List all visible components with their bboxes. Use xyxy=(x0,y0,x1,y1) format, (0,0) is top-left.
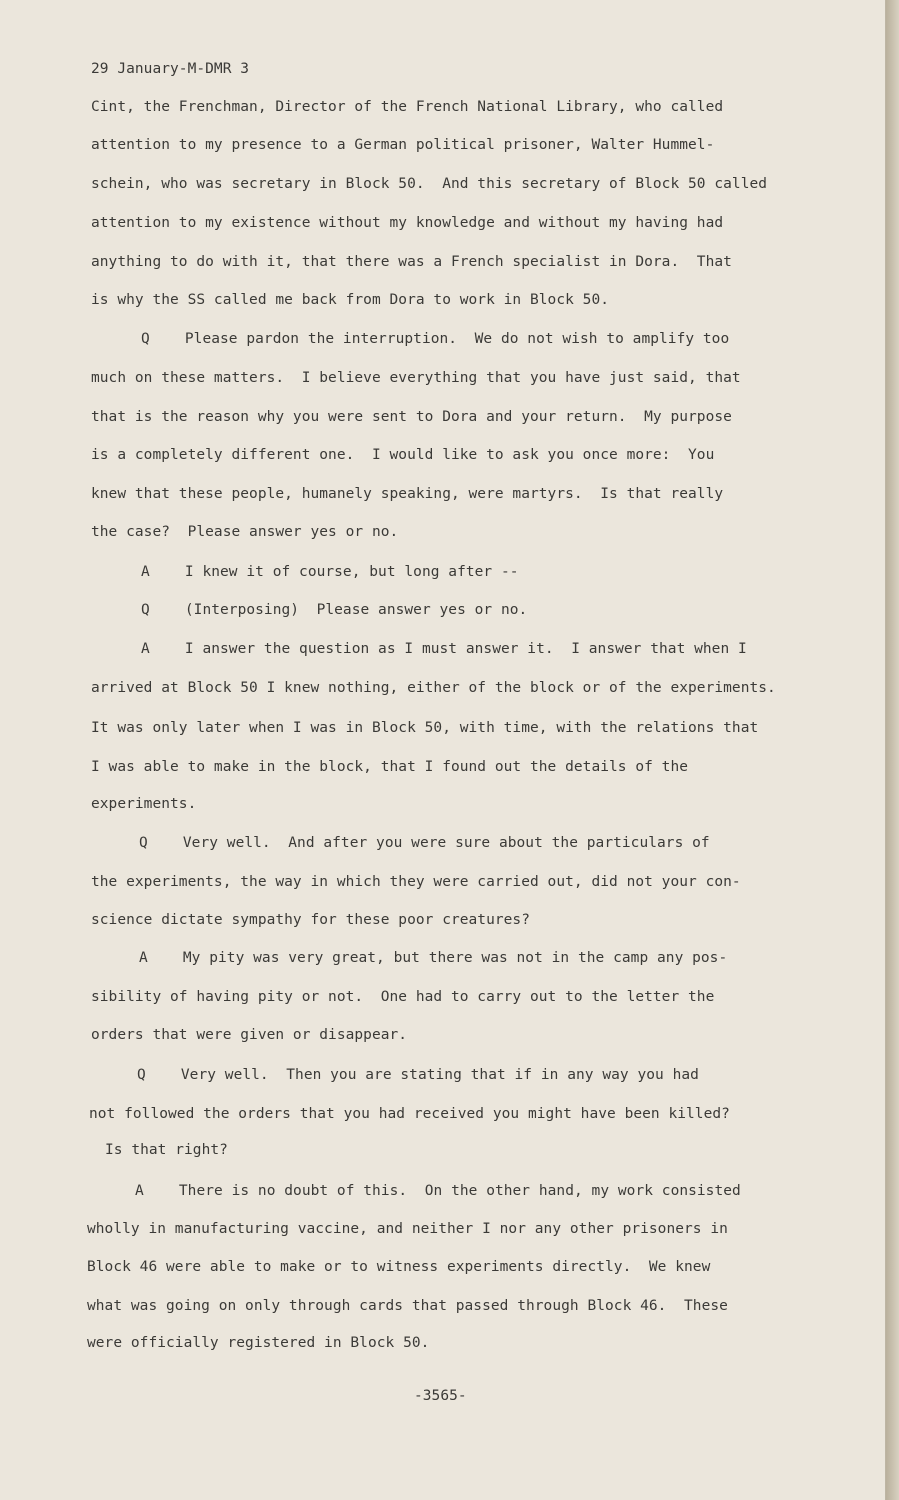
text-line: were officially registered in Block 50. xyxy=(87,1335,430,1351)
text-line: much on these matters. I believe everything that you have just said, that xyxy=(91,370,741,386)
text-line: not followed the orders that you had received you might have been killed? xyxy=(89,1106,730,1122)
text-line: science dictate sympathy for these poor creatures? xyxy=(91,912,530,928)
text-line: knew that these people, humanely speaking, were martyrs. Is that really xyxy=(91,486,724,502)
text-line: sibility of having pity or not. One had to carry out to the letter the xyxy=(91,989,715,1005)
text-line: wholly in manufacturing vaccine, and neither I nor any other prisoners in xyxy=(87,1221,728,1237)
text-line: attention to my presence to a German political prisoner, Walter Hummel- xyxy=(91,137,715,153)
question-line: Q (Interposing) Please answer yes or no. xyxy=(141,602,528,618)
text-line: arrived at Block 50 I knew nothing, either of the block or of the experiments. xyxy=(91,680,776,696)
text-line: anything to do with it, that there was a French specialist in Dora. That xyxy=(91,254,732,270)
page-edge xyxy=(886,0,899,1500)
question-line: Q Please pardon the interruption. We do not wish to amplify too xyxy=(141,331,730,347)
question-line: Q Very well. And after you were sure about the particulars of xyxy=(139,835,710,851)
text-line: Block 46 were able to make or to witness experiments directly. We knew xyxy=(87,1259,711,1275)
text-line: is a completely different one. I would like to ask you once more: You xyxy=(91,447,715,463)
text-line: Is that right? xyxy=(105,1142,228,1158)
page-header: 29 January-M-DMR 3 xyxy=(91,61,250,77)
text-line: orders that were given or disappear. xyxy=(91,1027,408,1043)
text-line: I was able to make in the block, that I found out the details of the xyxy=(91,759,689,775)
text-line: Cint, the Frenchman, Director of the French National Library, who called xyxy=(91,99,724,115)
text-line: experiments. xyxy=(91,796,197,812)
text-line: that is the reason why you were sent to Dora and your return. My purpose xyxy=(91,409,732,425)
answer-line: A I knew it of course, but long after -- xyxy=(141,564,519,580)
text-line: attention to my existence without my knowledge and without my having had xyxy=(91,215,724,231)
question-line: Q Very well. Then you are stating that if in any way you had xyxy=(137,1067,699,1083)
text-line: the experiments, the way in which they were carried out, did not your con- xyxy=(91,874,741,890)
text-line: the case? Please answer yes or no. xyxy=(91,524,399,540)
text-line: It was only later when I was in Block 50, with time, with the relations that xyxy=(91,720,759,736)
text-line: is why the SS called me back from Dora to work in Block 50. xyxy=(91,292,610,308)
answer-line: A I answer the question as I must answer it. I answer that when I xyxy=(141,641,747,657)
answer-line: A My pity was very great, but there was not in the camp any pos- xyxy=(139,950,728,966)
page-number: -3565- xyxy=(414,1388,467,1404)
answer-line: A There is no doubt of this. On the other hand, my work consisted xyxy=(135,1183,741,1199)
text-line: what was going on only through cards that passed through Block 46. These xyxy=(87,1298,728,1314)
text-line: schein, who was secretary in Block 50. And this secretary of Block 50 called xyxy=(91,176,768,192)
